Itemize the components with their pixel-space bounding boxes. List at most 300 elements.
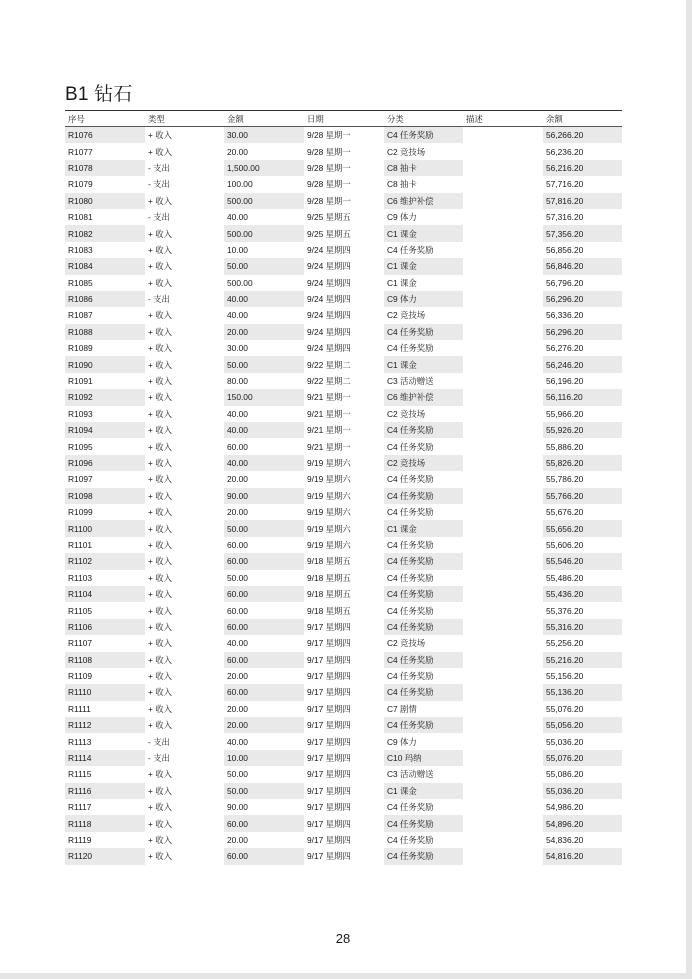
table-row — [65, 848, 622, 864]
table-row — [65, 586, 622, 602]
cell-balance: 56,846.20 — [543, 258, 622, 274]
cell-category: C9 体力 — [384, 291, 463, 307]
cell-id: R1102 — [65, 553, 145, 569]
cell-balance: 55,036.20 — [543, 783, 622, 799]
cell-description — [463, 504, 543, 520]
cell-amount: 50.00 — [224, 356, 304, 372]
cell-balance: 56,276.20 — [543, 340, 622, 356]
cell-id: R1082 — [65, 225, 145, 241]
cell-type: + 收入 — [145, 193, 224, 209]
cell-type: + 收入 — [145, 815, 224, 831]
cell-balance: 55,966.20 — [543, 406, 622, 422]
cell-description — [463, 684, 543, 700]
cell-id: R1119 — [65, 832, 145, 848]
cell-date: 9/19 星期六 — [304, 471, 384, 487]
cell-balance: 55,256.20 — [543, 635, 622, 651]
cell-type: + 收入 — [145, 471, 224, 487]
col-header-balance: 余额 — [543, 112, 622, 127]
cell-balance: 56,216.20 — [543, 160, 622, 176]
cell-category: C4 任务奖励 — [384, 815, 463, 831]
cell-category: C4 任务奖励 — [384, 684, 463, 700]
cell-amount: 20.00 — [224, 717, 304, 733]
col-header-type: 类型 — [145, 112, 224, 127]
cell-description — [463, 783, 543, 799]
cell-balance: 55,316.20 — [543, 619, 622, 635]
cell-amount: 60.00 — [224, 438, 304, 454]
cell-category: C1 课金 — [384, 356, 463, 372]
table-row — [65, 356, 622, 372]
cell-description — [463, 750, 543, 766]
cell-type: + 收入 — [145, 553, 224, 569]
section-title: B1 钻石 — [65, 84, 133, 105]
cell-type: - 支出 — [145, 750, 224, 766]
cell-id: R1076 — [65, 127, 145, 144]
cell-id: R1116 — [65, 783, 145, 799]
cell-type: + 收入 — [145, 635, 224, 651]
cell-type: + 收入 — [145, 225, 224, 241]
cell-category: C8 抽卡 — [384, 160, 463, 176]
cell-amount: 20.00 — [224, 832, 304, 848]
cell-id: R1100 — [65, 520, 145, 536]
cell-balance: 55,136.20 — [543, 684, 622, 700]
cell-amount: 60.00 — [224, 553, 304, 569]
cell-date: 9/24 星期四 — [304, 307, 384, 323]
cell-category: C4 任务奖励 — [384, 717, 463, 733]
cell-id: R1092 — [65, 389, 145, 405]
cell-category: C9 体力 — [384, 733, 463, 749]
cell-category: C8 抽卡 — [384, 176, 463, 192]
cell-date: 9/18 星期五 — [304, 586, 384, 602]
cell-date: 9/17 星期四 — [304, 832, 384, 848]
cell-amount: 60.00 — [224, 652, 304, 668]
cell-id: R1108 — [65, 652, 145, 668]
cell-category: C1 课金 — [384, 275, 463, 291]
table-row — [65, 160, 622, 176]
cell-amount: 10.00 — [224, 242, 304, 258]
cell-id: R1106 — [65, 619, 145, 635]
col-header-category: 分类 — [384, 112, 463, 127]
cell-date: 9/22 星期二 — [304, 356, 384, 372]
cell-id: R1107 — [65, 635, 145, 651]
cell-category: C10 玛纳 — [384, 750, 463, 766]
cell-date: 9/17 星期四 — [304, 701, 384, 717]
cell-date: 9/19 星期六 — [304, 488, 384, 504]
cell-type: + 收入 — [145, 570, 224, 586]
cell-balance: 55,086.20 — [543, 766, 622, 782]
cell-balance: 56,856.20 — [543, 242, 622, 258]
cell-balance: 54,816.20 — [543, 848, 622, 864]
cell-description — [463, 815, 543, 831]
cell-id: R1089 — [65, 340, 145, 356]
cell-category: C9 体力 — [384, 209, 463, 225]
cell-type: + 收入 — [145, 652, 224, 668]
cell-category: C6 维护补偿 — [384, 389, 463, 405]
cell-type: + 收入 — [145, 438, 224, 454]
table-row — [65, 258, 622, 274]
cell-amount: 40.00 — [224, 406, 304, 422]
cell-category: C4 任务奖励 — [384, 553, 463, 569]
table-row — [65, 488, 622, 504]
cell-amount: 40.00 — [224, 291, 304, 307]
table-row — [65, 438, 622, 454]
cell-category: C1 课金 — [384, 520, 463, 536]
table-row — [65, 455, 622, 471]
cell-description — [463, 766, 543, 782]
col-header-amount: 金额 — [224, 112, 304, 127]
cell-id: R1111 — [65, 701, 145, 717]
cell-category: C4 任务奖励 — [384, 586, 463, 602]
cell-category: C4 任务奖励 — [384, 652, 463, 668]
cell-date: 9/17 星期四 — [304, 733, 384, 749]
cell-amount: 20.00 — [224, 143, 304, 159]
cell-date: 9/19 星期六 — [304, 537, 384, 553]
cell-type: + 收入 — [145, 504, 224, 520]
table-row — [65, 193, 622, 209]
cell-description — [463, 799, 543, 815]
cell-balance: 54,986.20 — [543, 799, 622, 815]
cell-category: C4 任务奖励 — [384, 242, 463, 258]
cell-description — [463, 488, 543, 504]
cell-description — [463, 701, 543, 717]
table-row — [65, 422, 622, 438]
table-row — [65, 143, 622, 159]
cell-amount: 60.00 — [224, 848, 304, 864]
cell-description — [463, 619, 543, 635]
cell-balance: 55,036.20 — [543, 733, 622, 749]
cell-balance: 55,606.20 — [543, 537, 622, 553]
cell-id: R1090 — [65, 356, 145, 372]
cell-date: 9/17 星期四 — [304, 717, 384, 733]
cell-amount: 40.00 — [224, 422, 304, 438]
cell-id: R1091 — [65, 373, 145, 389]
cell-category: C1 课金 — [384, 225, 463, 241]
col-header-description: 描述 — [463, 112, 543, 127]
cell-id: R1115 — [65, 766, 145, 782]
table-row — [65, 504, 622, 520]
cell-id: R1117 — [65, 799, 145, 815]
cell-type: + 收入 — [145, 602, 224, 618]
cell-date: 9/18 星期五 — [304, 570, 384, 586]
cell-date: 9/17 星期四 — [304, 619, 384, 635]
cell-id: R1099 — [65, 504, 145, 520]
table-row — [65, 406, 622, 422]
cell-description — [463, 717, 543, 733]
cell-type: + 收入 — [145, 586, 224, 602]
cell-id: R1093 — [65, 406, 145, 422]
cell-type: + 收入 — [145, 143, 224, 159]
cell-category: C2 竞技场 — [384, 635, 463, 651]
cell-description — [463, 291, 543, 307]
cell-date: 9/21 星期一 — [304, 422, 384, 438]
cell-id: R1104 — [65, 586, 145, 602]
cell-description — [463, 193, 543, 209]
cell-balance: 56,266.20 — [543, 127, 622, 144]
cell-category: C4 任务奖励 — [384, 619, 463, 635]
table-row — [65, 176, 622, 192]
table-row — [65, 701, 622, 717]
cell-description — [463, 340, 543, 356]
table-row — [65, 684, 622, 700]
cell-date: 9/25 星期五 — [304, 225, 384, 241]
cell-type: - 支出 — [145, 176, 224, 192]
cell-type: + 收入 — [145, 389, 224, 405]
cell-category: C2 竞技场 — [384, 455, 463, 471]
cell-category: C4 任务奖励 — [384, 438, 463, 454]
cell-date: 9/22 星期二 — [304, 373, 384, 389]
cell-id: R1098 — [65, 488, 145, 504]
cell-category: C4 任务奖励 — [384, 488, 463, 504]
cell-type: + 收入 — [145, 340, 224, 356]
cell-type: + 收入 — [145, 373, 224, 389]
cell-description — [463, 356, 543, 372]
cell-balance: 55,886.20 — [543, 438, 622, 454]
cell-category: C2 竞技场 — [384, 406, 463, 422]
cell-amount: 50.00 — [224, 258, 304, 274]
table-row — [65, 619, 622, 635]
cell-balance: 56,236.20 — [543, 143, 622, 159]
cell-amount: 10.00 — [224, 750, 304, 766]
cell-type: + 收入 — [145, 356, 224, 372]
cell-id: R1097 — [65, 471, 145, 487]
cell-balance: 55,656.20 — [543, 520, 622, 536]
col-header-id: 序号 — [65, 112, 145, 127]
cell-date: 9/17 星期四 — [304, 635, 384, 651]
cell-category: C2 竞技场 — [384, 307, 463, 323]
cell-description — [463, 324, 543, 340]
cell-amount: 500.00 — [224, 225, 304, 241]
cell-id: R1101 — [65, 537, 145, 553]
cell-amount: 60.00 — [224, 619, 304, 635]
cell-description — [463, 209, 543, 225]
table-row — [65, 242, 622, 258]
table-row — [65, 520, 622, 536]
cell-description — [463, 652, 543, 668]
cell-balance: 55,076.20 — [543, 701, 622, 717]
cell-type: + 收入 — [145, 455, 224, 471]
cell-date: 9/25 星期五 — [304, 209, 384, 225]
cell-date: 9/28 星期一 — [304, 160, 384, 176]
table-row — [65, 717, 622, 733]
cell-description — [463, 373, 543, 389]
cell-description — [463, 225, 543, 241]
table-row — [65, 668, 622, 684]
cell-description — [463, 242, 543, 258]
cell-type: + 收入 — [145, 832, 224, 848]
table-row — [65, 750, 622, 766]
cell-balance: 57,316.20 — [543, 209, 622, 225]
cell-date: 9/21 星期一 — [304, 389, 384, 405]
table-row — [65, 799, 622, 815]
cell-category: C4 任务奖励 — [384, 471, 463, 487]
table-row — [65, 471, 622, 487]
cell-date: 9/21 星期一 — [304, 438, 384, 454]
cell-amount: 500.00 — [224, 275, 304, 291]
cell-date: 9/28 星期一 — [304, 176, 384, 192]
cell-date: 9/17 星期四 — [304, 652, 384, 668]
cell-description — [463, 176, 543, 192]
cell-category: C4 任务奖励 — [384, 668, 463, 684]
cell-id: R1083 — [65, 242, 145, 258]
cell-amount: 20.00 — [224, 324, 304, 340]
cell-type: + 收入 — [145, 684, 224, 700]
cell-description — [463, 258, 543, 274]
cell-description — [463, 570, 543, 586]
cell-type: + 收入 — [145, 242, 224, 258]
cell-type: + 收入 — [145, 668, 224, 684]
cell-description — [463, 160, 543, 176]
cell-id: R1081 — [65, 209, 145, 225]
cell-description — [463, 668, 543, 684]
cell-balance: 54,836.20 — [543, 832, 622, 848]
cell-type: - 支出 — [145, 733, 224, 749]
cell-amount: 80.00 — [224, 373, 304, 389]
table-row — [65, 373, 622, 389]
cell-date: 9/19 星期六 — [304, 520, 384, 536]
cell-description — [463, 438, 543, 454]
cell-balance: 55,786.20 — [543, 471, 622, 487]
cell-description — [463, 406, 543, 422]
cell-balance: 56,296.20 — [543, 324, 622, 340]
cell-category: C1 课金 — [384, 258, 463, 274]
transaction-table — [65, 112, 622, 865]
cell-date: 9/28 星期一 — [304, 143, 384, 159]
cell-type: + 收入 — [145, 275, 224, 291]
cell-amount: 60.00 — [224, 586, 304, 602]
cell-id: R1114 — [65, 750, 145, 766]
cell-amount: 500.00 — [224, 193, 304, 209]
cell-balance: 55,486.20 — [543, 570, 622, 586]
cell-id: R1078 — [65, 160, 145, 176]
cell-id: R1096 — [65, 455, 145, 471]
table-row — [65, 225, 622, 241]
table-row — [65, 602, 622, 618]
cell-description — [463, 537, 543, 553]
table-row — [65, 635, 622, 651]
cell-amount: 50.00 — [224, 520, 304, 536]
cell-id: R1086 — [65, 291, 145, 307]
cell-amount: 100.00 — [224, 176, 304, 192]
cell-balance: 55,156.20 — [543, 668, 622, 684]
cell-category: C3 活动赠送 — [384, 766, 463, 782]
cell-date: 9/28 星期一 — [304, 127, 384, 144]
cell-id: R1113 — [65, 733, 145, 749]
cell-date: 9/17 星期四 — [304, 750, 384, 766]
cell-amount: 40.00 — [224, 635, 304, 651]
cell-description — [463, 127, 543, 144]
cell-type: + 收入 — [145, 422, 224, 438]
table-row — [65, 733, 622, 749]
cell-amount: 30.00 — [224, 127, 304, 144]
cell-type: + 收入 — [145, 783, 224, 799]
cell-category: C6 维护补偿 — [384, 193, 463, 209]
cell-amount: 20.00 — [224, 668, 304, 684]
table-row — [65, 389, 622, 405]
table-row — [65, 570, 622, 586]
col-header-date: 日期 — [304, 112, 384, 127]
cell-description — [463, 520, 543, 536]
cell-id: R1105 — [65, 602, 145, 618]
cell-date: 9/17 星期四 — [304, 799, 384, 815]
cell-date: 9/17 星期四 — [304, 815, 384, 831]
cell-category: C1 课金 — [384, 783, 463, 799]
cell-date: 9/21 星期一 — [304, 406, 384, 422]
cell-type: + 收入 — [145, 537, 224, 553]
cell-balance: 55,676.20 — [543, 504, 622, 520]
title-rule — [65, 110, 622, 111]
cell-id: R1094 — [65, 422, 145, 438]
cell-id: R1118 — [65, 815, 145, 831]
cell-description — [463, 553, 543, 569]
cell-balance: 55,926.20 — [543, 422, 622, 438]
cell-description — [463, 143, 543, 159]
cell-id: R1095 — [65, 438, 145, 454]
cell-date: 9/18 星期五 — [304, 553, 384, 569]
cell-type: - 支出 — [145, 160, 224, 176]
cell-date: 9/18 星期五 — [304, 602, 384, 618]
cell-balance: 56,336.20 — [543, 307, 622, 323]
cell-description — [463, 307, 543, 323]
cell-description — [463, 602, 543, 618]
cell-id: R1077 — [65, 143, 145, 159]
cell-description — [463, 471, 543, 487]
cell-date: 9/24 星期四 — [304, 291, 384, 307]
cell-category: C4 任务奖励 — [384, 504, 463, 520]
cell-balance: 57,716.20 — [543, 176, 622, 192]
cell-date: 9/17 星期四 — [304, 684, 384, 700]
cell-id: R1085 — [65, 275, 145, 291]
cell-category: C4 任务奖励 — [384, 832, 463, 848]
cell-amount: 60.00 — [224, 537, 304, 553]
table-row — [65, 832, 622, 848]
cell-balance: 56,116.20 — [543, 389, 622, 405]
table-row — [65, 537, 622, 553]
cell-date: 9/24 星期四 — [304, 275, 384, 291]
cell-balance: 54,896.20 — [543, 815, 622, 831]
cell-category: C2 竞技场 — [384, 143, 463, 159]
cell-balance: 55,436.20 — [543, 586, 622, 602]
cell-balance: 57,816.20 — [543, 193, 622, 209]
table-row — [65, 275, 622, 291]
cell-id: R1103 — [65, 570, 145, 586]
cell-type: + 收入 — [145, 848, 224, 864]
cell-type: + 收入 — [145, 701, 224, 717]
cell-id: R1112 — [65, 717, 145, 733]
cell-category: C4 任务奖励 — [384, 127, 463, 144]
cell-type: - 支出 — [145, 209, 224, 225]
cell-type: - 支出 — [145, 291, 224, 307]
cell-id: R1088 — [65, 324, 145, 340]
cell-type: + 收入 — [145, 127, 224, 144]
cell-date: 9/24 星期四 — [304, 340, 384, 356]
cell-balance: 56,246.20 — [543, 356, 622, 372]
cell-amount: 150.00 — [224, 389, 304, 405]
cell-balance: 55,216.20 — [543, 652, 622, 668]
table-row — [65, 324, 622, 340]
cell-balance: 56,296.20 — [543, 291, 622, 307]
cell-category: C4 任务奖励 — [384, 537, 463, 553]
cell-category: C4 任务奖励 — [384, 340, 463, 356]
cell-category: C4 任务奖励 — [384, 848, 463, 864]
cell-type: + 收入 — [145, 717, 224, 733]
cell-type: + 收入 — [145, 406, 224, 422]
cell-amount: 60.00 — [224, 602, 304, 618]
cell-date: 9/19 星期六 — [304, 504, 384, 520]
cell-amount: 40.00 — [224, 455, 304, 471]
cell-type: + 收入 — [145, 324, 224, 340]
cell-type: + 收入 — [145, 520, 224, 536]
cell-amount: 1,500.00 — [224, 160, 304, 176]
cell-date: 9/17 星期四 — [304, 766, 384, 782]
